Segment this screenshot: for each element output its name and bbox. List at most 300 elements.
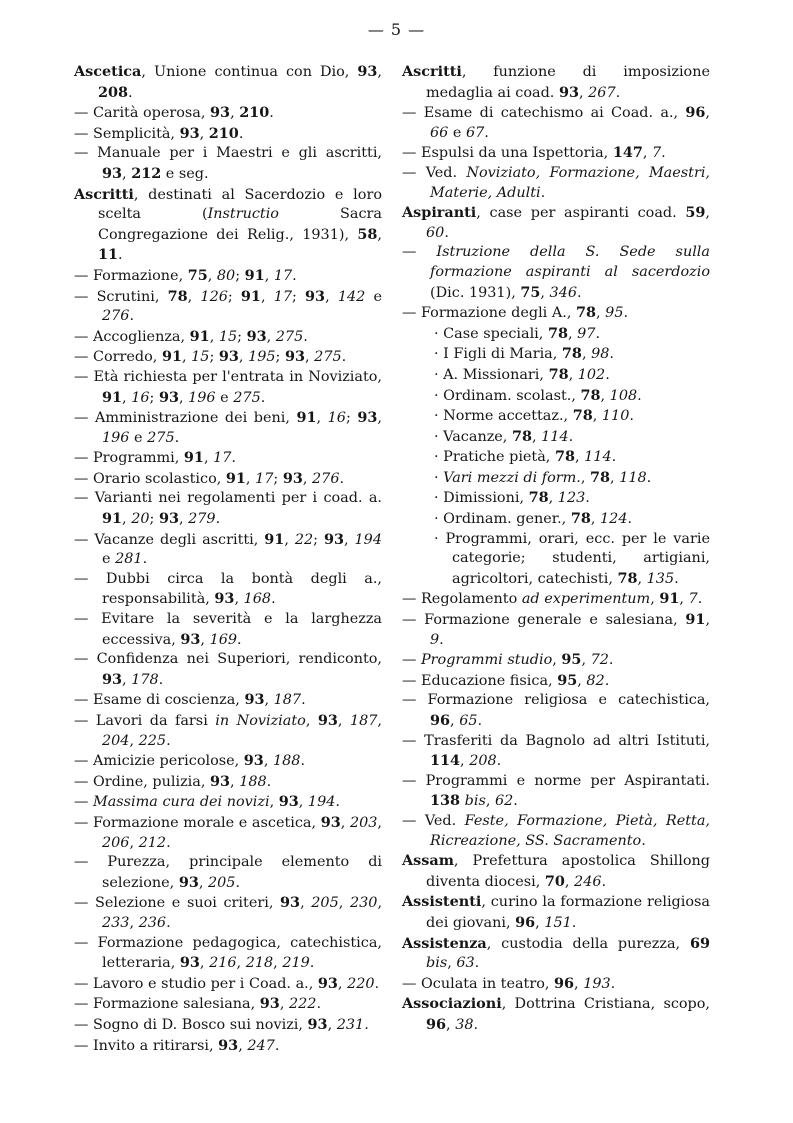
entry-term: 78 [548, 365, 569, 383]
index-subentry [74, 772, 382, 793]
entry-term: 91 [240, 287, 261, 305]
entry-text: . [641, 832, 646, 849]
index-subentry [402, 303, 710, 324]
entry-text: Orario scolastico, [92, 470, 226, 487]
entry-term: 78 [570, 510, 591, 528]
entry-text: 206 [102, 834, 130, 851]
entry-text: , [574, 975, 584, 992]
entry-text: . [484, 124, 489, 141]
entry-text: 194 [307, 794, 336, 811]
entry-text: e seg. [161, 165, 209, 182]
entry-text: 118 [619, 469, 647, 486]
entry-text: 123 [557, 490, 586, 507]
entry-text: , [577, 672, 587, 689]
entry-text: Vari mezzi di form. [443, 469, 581, 486]
entry-text: , [260, 288, 274, 305]
entry-term: 78 [575, 304, 597, 322]
entry-text: Confidenza nei Superiori, rendiconto, [96, 651, 383, 668]
entry-term: 78 [554, 448, 575, 466]
entry-text: . [364, 1016, 369, 1033]
entry-text: . [474, 955, 480, 972]
entry-text: , Dottrina Cristiana, scopo, [501, 996, 710, 1013]
index-subentry [74, 103, 382, 124]
entry-text: , [446, 1016, 456, 1033]
entry-text: , case per aspiranti coad. [476, 205, 686, 222]
entry-text: Formazione generale e salesiana, [424, 612, 686, 629]
entry-text: . [697, 591, 703, 608]
entry-term: 91 [659, 590, 680, 608]
index-subentry [74, 489, 382, 529]
entry-text: . [266, 773, 272, 790]
entry-text: , [230, 105, 240, 122]
entry-text: 220 [347, 975, 375, 992]
index-entry [402, 934, 710, 974]
entry-term: 93 [278, 793, 299, 811]
entry-text: 124 [600, 511, 628, 528]
entry-term: 91 [296, 409, 317, 427]
entry-text: 225 [138, 732, 167, 749]
entry-text: . [260, 389, 266, 406]
entry-term: 96 [515, 913, 536, 931]
index-subentry [402, 974, 710, 995]
entry-text: , [178, 389, 189, 406]
entry-text: , [266, 328, 276, 345]
entry-text: , [199, 125, 209, 142]
index-subentry [74, 690, 382, 711]
entry-text: . [166, 914, 171, 931]
entry-term: 69 [689, 934, 710, 952]
entry-term: 93 [158, 388, 179, 406]
entry-text: , [245, 470, 256, 487]
index-subentry [74, 408, 382, 448]
entry-text: . [129, 308, 135, 325]
entry-text: Trasferiti da Bagnolo ad altri Istituti, [424, 732, 710, 749]
entry-text: 230 [349, 895, 378, 912]
entry-term: 93 [246, 327, 267, 345]
index-subentry [74, 368, 382, 408]
entry-text: 216 [209, 955, 237, 972]
index-subentry [402, 650, 710, 671]
entry-term: 93 [357, 409, 378, 427]
entry-term: 75 [187, 266, 208, 284]
index-subentry [402, 447, 710, 468]
index-subentry [402, 530, 710, 590]
entry-text: Formazione salesiana, [92, 996, 260, 1013]
entry-text: 233 [102, 914, 130, 931]
entry-text: 16 [327, 410, 346, 427]
entry-term: 93 [280, 894, 301, 912]
entry-text: Lavori da farsi [95, 713, 216, 729]
entry-text: Amicizie pericolose, [92, 753, 244, 770]
entry-text: , [590, 511, 601, 528]
entry-text: 82 [586, 672, 605, 689]
entry-term: 78 [572, 407, 593, 425]
entry-text: , [581, 652, 591, 669]
entry-text: Ordine, pulizia, [92, 773, 210, 790]
entry-term: 93 [102, 164, 123, 182]
entry-text: . [339, 470, 345, 487]
entry-text: . [568, 428, 574, 445]
entry-term: 93 [558, 83, 579, 101]
entry-text: 142 [337, 288, 366, 305]
entry-text: , [298, 794, 308, 811]
index-subentry [74, 792, 382, 813]
entry-text: 208 [469, 753, 497, 770]
entry-text: 114 [541, 428, 569, 445]
index-entry [402, 203, 710, 243]
entry-text: ad experimentum [521, 591, 651, 608]
entry-text: 276 [102, 308, 130, 325]
entry-text: 9 [430, 631, 440, 648]
entry-text: , [325, 288, 338, 305]
entry-text: e [448, 124, 466, 141]
entry-text: . [166, 834, 171, 851]
index-entry [402, 892, 710, 933]
index-subentry [74, 448, 382, 469]
entry-term: 78 [528, 489, 549, 507]
entry-term: 96 [554, 974, 575, 992]
index-entry [402, 62, 710, 103]
entry-text: 212 [138, 834, 167, 851]
entry-text: , [181, 349, 192, 366]
entry-term: 11 [98, 246, 119, 264]
entry-term: Ascritti [402, 63, 462, 80]
entry-term: Associazioni [402, 995, 502, 1013]
entry-term: 93 [282, 469, 303, 487]
entry-text: 194 [354, 531, 382, 548]
entry-text: , [203, 450, 214, 467]
entry-text: , [540, 284, 550, 301]
index-subentry [74, 124, 382, 145]
index-subentry [402, 365, 710, 386]
index-subentry [74, 1015, 382, 1036]
entry-term: Ascetica [74, 63, 142, 80]
entry-term: 93 [244, 691, 265, 709]
entry-text: 16 [131, 389, 150, 406]
entry-text: , [305, 349, 315, 366]
entry-text: , [377, 895, 383, 912]
entry-text: Case speciali, [443, 325, 548, 342]
entry-text: , [642, 145, 653, 162]
entry-term: 93 [102, 670, 123, 688]
entry-term: 91 [685, 611, 706, 629]
entry-text: Sacra Congregazione dei Relig., 1931), [98, 206, 382, 243]
entry-text: Esame di catechismo ai Coad. a., [423, 105, 686, 122]
entry-text: . [604, 672, 610, 689]
entry-text: , [610, 469, 620, 486]
entry-term: 93 [180, 630, 201, 648]
entry-text: . [231, 450, 236, 467]
entry-term: 93 [218, 348, 239, 366]
entry-term: 91 [161, 348, 182, 366]
entry-text: , [447, 955, 457, 972]
entry-text: 114 [584, 449, 612, 466]
entry-term: 91 [189, 327, 210, 345]
entry-term: 93 [210, 104, 231, 122]
entry-text: . [128, 84, 133, 101]
entry-term: 93 [284, 348, 306, 366]
entry-text: Ved. [424, 812, 465, 829]
entry-text: (Dic. 1931), [430, 284, 521, 301]
entry-term: 95 [561, 651, 582, 669]
index-subentry [402, 103, 710, 143]
entry-text: Ordinam. scolast., [443, 387, 581, 404]
entry-term: 93 [243, 752, 264, 770]
index-subentry [74, 650, 382, 690]
entry-text: . [274, 1037, 280, 1054]
entry-text: 15 [218, 328, 238, 345]
index-subentry [402, 772, 710, 812]
entry-term: 93 [179, 954, 200, 972]
entry-text: , [122, 165, 132, 182]
index-subentry [402, 671, 710, 692]
entry-term: 147 [612, 144, 643, 162]
entry-term: 93 [259, 995, 280, 1013]
entry-text: Formazione degli A., [420, 305, 576, 322]
entry-text: 80 [216, 267, 236, 284]
entry-text: . [646, 469, 652, 486]
entry-text: , [705, 612, 711, 629]
entry-text: , [552, 652, 562, 669]
entry-text: 275 [275, 328, 304, 345]
entry-term: 95 [557, 671, 578, 689]
index-subentry [74, 327, 382, 348]
entry-text: , Unione continua con Dio, [141, 64, 358, 80]
index-subentry [74, 934, 382, 974]
entry-text: 279 [188, 511, 216, 528]
entry-text: Espulsi da una Ispettoria, [420, 145, 613, 162]
entry-text: 247 [247, 1037, 275, 1054]
entry-text: . [609, 346, 614, 363]
entry-text: Programmi, orari, ecc. per le varie categorie; studenti, artigiani, agricoltori, catechisti, [445, 530, 710, 587]
entry-text: . [118, 247, 123, 264]
entry-text: ; [313, 531, 324, 548]
entry-term: 75 [520, 283, 541, 301]
entry-text: 218 [245, 955, 274, 972]
entry-text: , [269, 794, 279, 811]
entry-text: . [627, 511, 633, 528]
entry-text: , [532, 428, 542, 445]
index-subentry [402, 386, 710, 407]
entry-text: 126 [200, 288, 228, 305]
entry-term: Assistenti [402, 893, 482, 911]
entry-text: ; [237, 328, 247, 345]
entry-text: 205 [311, 895, 339, 912]
index-column-right [402, 62, 710, 1036]
entry-text: Formazione, [92, 267, 188, 284]
entry-text: , [485, 793, 495, 810]
entry-text: . [271, 591, 276, 608]
index-subentry [74, 144, 382, 184]
entry-text: . [605, 366, 610, 383]
entry-text: . [174, 429, 180, 446]
entry-text: . [316, 996, 322, 1013]
entry-text: , [122, 511, 132, 528]
entry-text: , [263, 753, 273, 770]
entry-term: 78 [167, 287, 188, 305]
entry-text: . [166, 732, 171, 749]
entry-text: Accoglienza, [92, 328, 190, 345]
entry-text: ; [292, 288, 306, 305]
entry-text: ; [275, 349, 285, 366]
entry-term: 91 [102, 388, 123, 406]
entry-text: Programmi studio [420, 652, 553, 669]
entry-text: 187 [349, 713, 378, 729]
entry-text: , [580, 469, 590, 486]
entry-text: , [581, 346, 592, 363]
entry-term: 93 [179, 124, 200, 142]
entry-text: , [264, 267, 274, 284]
index-subentry [402, 427, 710, 448]
entry-text: , [377, 226, 382, 243]
entry-text: , [234, 591, 244, 608]
entry-text: , [122, 671, 132, 688]
entry-term: 93 [214, 590, 235, 608]
entry-text: 60 [426, 224, 445, 241]
entry-text: , [187, 288, 201, 305]
entry-text: . [341, 349, 347, 366]
entry-text: . [303, 328, 308, 345]
entry-text: , [377, 713, 382, 729]
entry-text: 15 [191, 349, 210, 366]
entry-text: , [337, 713, 350, 729]
entry-text: Oculata in teatro, [420, 975, 555, 992]
entry-text: , [236, 955, 246, 972]
entry-text: , [178, 511, 189, 528]
entry-text: . [237, 631, 242, 648]
entry-text: , [535, 914, 545, 931]
index-subentry [74, 347, 382, 368]
index-subentry [402, 406, 710, 427]
entry-text: . [585, 490, 590, 507]
entry-term: 93 [307, 1015, 328, 1033]
entry-text: , Prefettura apostolica Shillong diventa diocesi, [426, 853, 710, 890]
entry-text: 195 [248, 349, 276, 366]
entry-term: Assistenza [402, 934, 487, 952]
entry-text: . [301, 692, 306, 709]
entry-text: A. Missionari, [443, 366, 549, 383]
entry-text: . [142, 551, 148, 568]
entry-text: 72 [590, 652, 609, 669]
entry-text: Lavoro e studio per i Coad. a., [92, 975, 318, 992]
entry-text: ; [227, 288, 241, 305]
entry-text: Età richiesta per l'entrata in Noviziato, [93, 368, 382, 385]
index-subentry [74, 287, 382, 327]
entry-term: 78 [580, 386, 601, 404]
entry-text: Massima cura dei novizi [92, 794, 270, 811]
entry-term: 93 [320, 813, 341, 831]
entry-text: , [460, 753, 470, 770]
entry-text: Corredo, [92, 349, 162, 366]
entry-text: , custodia della purezza, [486, 935, 690, 952]
entry-text: 17 [255, 470, 274, 487]
entry-text: , [637, 570, 647, 587]
entry-text: Evitare la severità e la larghezza eccessiva, [101, 611, 382, 648]
index-subentry [74, 1036, 382, 1057]
entry-text: 102 [577, 366, 606, 383]
entry-text: ; [209, 349, 219, 366]
entry-text: 267 [588, 84, 616, 101]
entry-text: Instructio [207, 206, 279, 223]
entry-text: 108 [609, 387, 638, 404]
entry-text: Formazione pedagogica, catechistica, letteraria, [97, 934, 382, 972]
entry-term: Aspiranti [402, 204, 477, 222]
entry-text: 196 [102, 429, 130, 446]
entry-text: 231 [336, 1016, 365, 1033]
entry-text: Vacanze degli ascritti, [94, 531, 265, 548]
entry-text: . [309, 955, 315, 972]
entry-text: , [564, 873, 575, 890]
entry-text: , [705, 205, 710, 222]
entry-text: . [473, 1016, 479, 1033]
entry-text: . [496, 753, 502, 770]
index-subentry [74, 469, 382, 490]
entry-term: 96 [426, 1015, 447, 1033]
entry-text: , [199, 955, 210, 972]
index-subentry [74, 530, 382, 570]
entry-text: Programmi e norme per Aspirantati. [425, 772, 710, 789]
entry-text: 193 [583, 975, 611, 992]
entry-term: 58 [357, 225, 378, 243]
entry-text: , [129, 914, 139, 931]
entry-text: . [235, 874, 241, 891]
entry-text: 178 [131, 671, 159, 688]
entry-text: , [340, 814, 350, 831]
entry-text: 222 [288, 996, 317, 1013]
entry-text: Amministrazione dei beni, [94, 410, 297, 427]
entry-term: 91 [244, 266, 265, 284]
entry-text: . [374, 975, 380, 992]
entry-text: , curino la formazione religiosa dei giovani, [426, 894, 710, 931]
entry-text: 219 [282, 955, 310, 972]
index-subentry [402, 509, 710, 530]
entry-text: . [238, 125, 244, 142]
entry-term: 93 [158, 510, 179, 528]
entry-text: Selezione e suoi criteri, [95, 895, 281, 912]
entry-text: , [209, 328, 219, 345]
index-subentry [74, 266, 382, 287]
entry-text: . [335, 794, 340, 811]
entry-term: 70 [544, 872, 565, 890]
index-subentry [402, 812, 710, 851]
entry-text: Formazione religiosa e catechistica, [427, 692, 711, 709]
entry-text: 203 [349, 814, 378, 831]
index-subentry [74, 813, 382, 853]
entry-term: 93 [178, 873, 199, 891]
entry-text: , [548, 490, 558, 507]
entry-text: . [540, 184, 546, 201]
entry-text: , [377, 64, 382, 80]
entry-text: Invito a ritirarsi, [92, 1037, 219, 1054]
entry-text: , [316, 410, 328, 427]
entry-term: 91 [102, 510, 123, 528]
entry-text: , [450, 713, 460, 729]
entry-text: , [230, 773, 240, 790]
entry-text: , [284, 531, 295, 548]
entry-term: 93 [323, 530, 344, 548]
entry-text: . [269, 105, 274, 122]
entry-text: e [129, 429, 148, 446]
entry-term: 78 [547, 324, 568, 342]
entry-term: 93 [357, 63, 378, 80]
entry-text: . [629, 408, 634, 425]
entry-text: , funzione di imposizione medaglia ai coad. [426, 64, 710, 101]
entry-text: Ordinam. gener., [443, 511, 571, 528]
entry-text: , destinati al Sacerdozio e loro scelta ( [98, 186, 382, 223]
entry-text: 205 [208, 874, 236, 891]
entry-text: Esame di coscienza, [92, 692, 245, 709]
entry-term: 93 [210, 772, 231, 790]
